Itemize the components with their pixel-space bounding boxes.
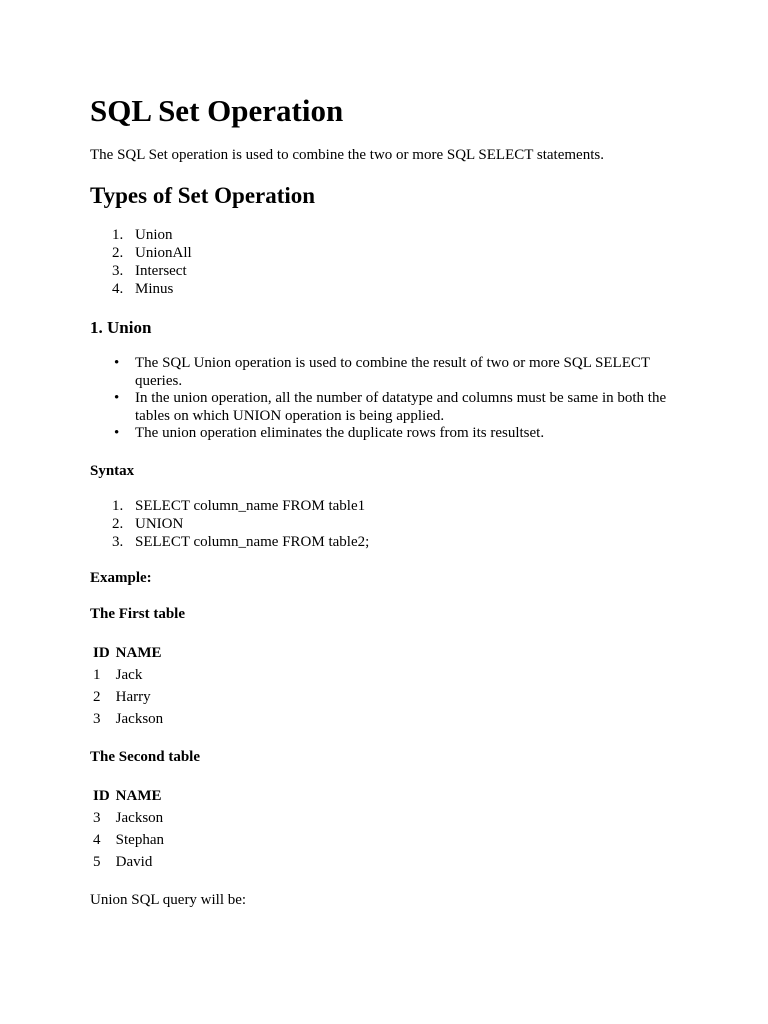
code-line — [90, 515, 369, 533]
code-text: SELECT column_name FROM table1 — [135, 498, 366, 514]
bullet-icon: • — [114, 390, 120, 406]
second-table-label: The Second table — [90, 749, 201, 765]
bullet-text: The SQL Union operation is used to combine the result of two or more SQL SELECT queries. — [135, 355, 650, 389]
column-header-name: NAME — [115, 787, 162, 804]
bullet-item — [90, 355, 690, 390]
table-row — [90, 851, 167, 873]
bullet-icon: • — [114, 355, 120, 371]
cell-id: 1 — [93, 666, 101, 683]
bullet-icon: • — [114, 425, 120, 441]
list-number: 2. — [112, 516, 124, 532]
cell-name: David — [115, 853, 153, 870]
page-title: SQL Set Operation — [90, 93, 344, 128]
list-number: 3. — [112, 534, 124, 550]
list-number: 2. — [112, 245, 124, 261]
code-text: SELECT column_name FROM table2; — [135, 534, 370, 550]
cell-name: Harry — [115, 688, 151, 705]
intro-paragraph: The SQL Set operation is used to combine the two or more SQL SELECT statements. — [90, 147, 604, 163]
syntax-label: Syntax — [90, 463, 135, 479]
cell-name: Jackson — [115, 710, 164, 727]
list-number: 1. — [112, 227, 124, 243]
first-table — [90, 642, 166, 730]
list-item-label: Union — [135, 227, 173, 243]
list-item-label: UnionAll — [135, 245, 192, 261]
bullet-text: The union operation eliminates the duplicate rows from its resultset. — [135, 425, 545, 441]
second-table — [90, 785, 167, 873]
table-header-row — [90, 642, 166, 664]
column-header-id: ID — [93, 787, 110, 804]
table-row — [90, 807, 167, 829]
cell-name: Stephan — [115, 831, 164, 848]
list-item — [90, 280, 192, 298]
code-line — [90, 497, 369, 515]
list-item — [90, 244, 192, 262]
table-row — [90, 664, 166, 686]
code-text: UNION — [135, 516, 184, 532]
table-header-row — [90, 785, 167, 807]
list-number: 3. — [112, 263, 124, 279]
code-line — [90, 533, 369, 551]
table-row — [90, 829, 167, 851]
cell-id: 3 — [93, 710, 101, 727]
list-item-label: Intersect — [135, 263, 187, 279]
types-heading: Types of Set Operation — [90, 183, 316, 208]
cell-id: 3 — [93, 809, 101, 826]
table-row — [90, 708, 166, 730]
example-label: Example: — [90, 570, 152, 586]
cell-id: 2 — [93, 688, 101, 705]
column-header-name: NAME — [115, 644, 162, 661]
list-item — [90, 226, 192, 244]
list-number: 4. — [112, 281, 124, 297]
closing-paragraph: Union SQL query will be: — [90, 892, 247, 908]
table-row — [90, 686, 166, 708]
list-item-label: Minus — [135, 281, 174, 297]
list-item — [90, 262, 192, 280]
union-bullet-list — [90, 355, 690, 443]
bullet-item — [90, 425, 690, 443]
types-list — [90, 226, 192, 298]
cell-name: Jackson — [115, 809, 164, 826]
bullet-item — [90, 390, 690, 425]
cell-id: 4 — [93, 831, 101, 848]
first-table-label: The First table — [90, 606, 185, 622]
bullet-text: In the union operation, all the number of datatype and columns must be same in both the tables on which UNION operation is being applied. — [135, 390, 667, 424]
cell-id: 5 — [93, 853, 101, 870]
syntax-list — [90, 497, 369, 551]
cell-name: Jack — [115, 666, 143, 683]
union-heading: 1. Union — [90, 318, 152, 337]
list-number: 1. — [112, 498, 124, 514]
column-header-id: ID — [93, 644, 110, 661]
